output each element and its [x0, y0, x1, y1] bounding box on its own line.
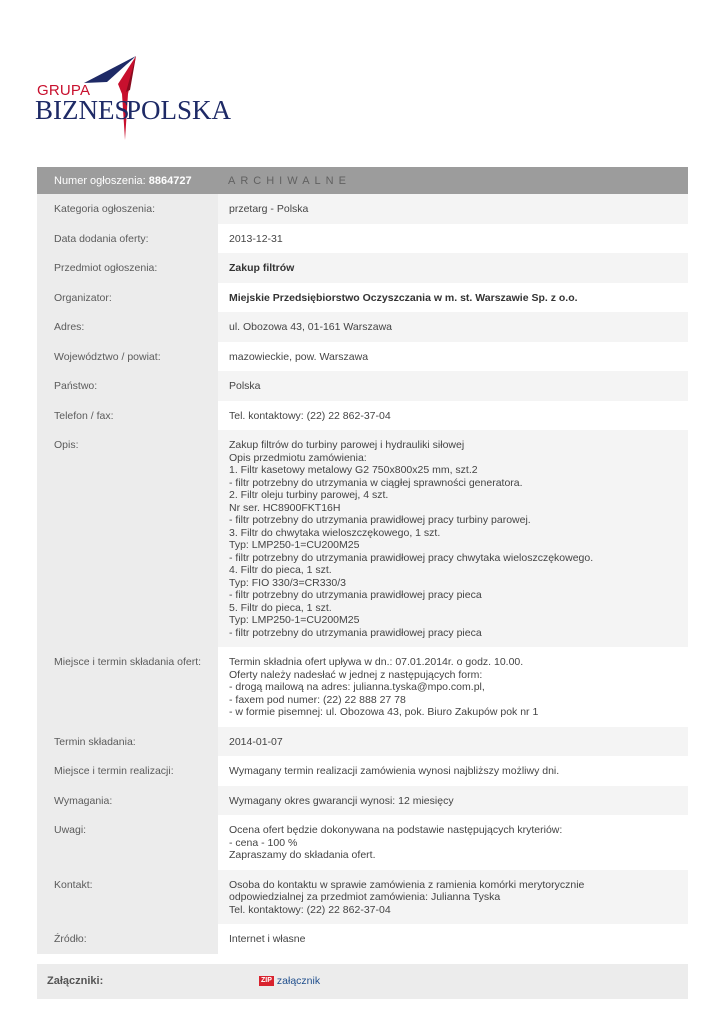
row-label: Województwo / powiat: — [37, 342, 218, 372]
detail-rows — [37, 194, 688, 954]
detail-row — [37, 870, 688, 925]
row-value-line: Oferty należy nadesłać w jednej z następujących form: — [229, 668, 483, 681]
detail-row — [37, 371, 688, 401]
row-label: Źródło: — [37, 924, 218, 954]
logo-grupa: GRUPA — [37, 82, 91, 99]
row-value-line: 5. Filtr do pieca, 1 szt. — [229, 601, 332, 614]
row-value-line: 2. Filtr oleju turbiny parowej, 4 szt. — [229, 489, 389, 501]
row-value-line: Zapraszamy do składania ofert. — [229, 849, 376, 861]
row-value-line: 1. Filtr kasetowy metalowy G2 750x800x25 mm, szt.2 — [229, 464, 478, 476]
row-label: Opis: — [37, 430, 218, 647]
row-value-line: - filtr potrzebny do utrzymania prawidłowej pracy pieca — [229, 626, 482, 639]
row-value-line: Typ: FIO 330/3=CR330/3 — [229, 576, 347, 589]
row-label: Organizator: — [37, 283, 218, 313]
detail-row — [37, 253, 688, 283]
attachment-link[interactable]: załącznik — [276, 975, 321, 987]
attachments-label: Załączniki: — [47, 975, 104, 987]
row-value-line: - faxem pod numer: (22) 22 888 27 78 — [229, 693, 406, 706]
detail-row — [37, 283, 688, 313]
announcement-number — [37, 175, 218, 187]
row-label: Data dodania oferty: — [37, 224, 218, 254]
row-value-line: Termin składnia ofert upływa w dn.: 07.01.2014r. o godz. 10.00. — [229, 656, 524, 668]
announcement-sheet — [37, 167, 688, 999]
detail-row — [37, 224, 688, 254]
row-label: Wymagania: — [37, 786, 218, 816]
row-label: Termin składania: — [37, 727, 218, 757]
row-value: Wymagany okres gwarancji wynosi: 12 miesięcy — [218, 786, 688, 816]
row-value-strong: Miejskie Przedsiębiorstwo Oczyszczania w m. st. Warszawie Sp. z o.o. — [229, 291, 578, 304]
row-label: Uwagi: — [37, 815, 218, 870]
row-value-strong: Zakup filtrów — [229, 262, 295, 274]
row-value-line: Typ: LMP250-1=CU200M25 — [229, 614, 360, 626]
status-badge: ARCHIWALNE — [228, 174, 351, 187]
detail-row — [37, 401, 688, 431]
row-value-line: Nr ser. HC8900FKT16H — [229, 501, 341, 514]
row-value-line: - filtr potrzebny do utrzymania w ciągłej sprawności generatora. — [229, 476, 523, 489]
row-value: Internet i własne — [229, 933, 306, 945]
detail-row — [37, 312, 688, 342]
row-value — [218, 283, 688, 313]
detail-row — [37, 727, 688, 757]
row-value — [218, 647, 688, 727]
detail-row — [37, 194, 688, 224]
row-value-line: - filtr potrzebny do utrzymania prawidłowej pracy chwytaka wieloszczękowego. — [229, 551, 594, 564]
row-value-line: Typ: LMP250-1=CU200M25 — [229, 539, 360, 551]
attachment — [211, 975, 320, 987]
row-value — [218, 870, 688, 925]
row-label: Miejsce i termin składania ofert: — [37, 647, 218, 727]
row-label: Miejsce i termin realizacji: — [37, 756, 218, 786]
row-value: 2013-12-31 — [229, 232, 283, 245]
row-value: ul. Obozowa 43, 01-161 Warszawa — [218, 312, 688, 342]
detail-row — [37, 647, 688, 727]
row-value — [218, 253, 688, 283]
row-value: przetarg - Polska — [218, 194, 688, 224]
detail-row — [37, 924, 688, 954]
row-value-line: Zakup filtrów do turbiny parowej i hydrauliki siłowej — [229, 439, 465, 451]
row-value-line: - filtr potrzebny do utrzymania prawidłowej pracy pieca — [229, 589, 482, 601]
row-value-line: - cena - 100 % — [229, 836, 298, 849]
row-value-line: - drogą mailową na adres: julianna.tyska@mpo.com.pl, — [229, 681, 485, 693]
row-value — [218, 430, 688, 647]
row-value-line: 4. Filtr do pieca, 1 szt. — [229, 564, 332, 576]
row-value-line: 3. Filtr do chwytaka wieloszczękowego, 1 szt. — [229, 526, 441, 539]
row-value: mazowieckie, pow. Warszawa — [229, 350, 369, 363]
row-value — [218, 815, 688, 870]
row-value: 2014-01-07 — [218, 727, 688, 757]
detail-row — [37, 342, 688, 372]
row-label: Adres: — [37, 312, 218, 342]
logo-biznes: BIZNES — [35, 95, 130, 125]
detail-row — [37, 786, 688, 816]
row-value: Wymagany termin realizacji zamówienia wynosi najbliższy możliwy dni. — [229, 765, 560, 777]
row-value-line: - w formie pisemnej: ul. Obozowa 43, pok. Biuro Zakupów pok nr 1 — [229, 706, 539, 718]
row-value: Tel. kontaktowy: (22) 22 862-37-04 — [229, 409, 391, 422]
detail-row — [37, 815, 688, 870]
detail-row — [37, 430, 688, 647]
detail-row — [37, 756, 688, 786]
row-value: Polska — [218, 371, 688, 401]
row-value-line: odpowiedzialnej za przedmiot zamówienia: Julianna Tyska — [229, 891, 501, 903]
row-label: Przedmiot ogłoszenia: — [37, 253, 218, 283]
row-value-line: Ocena ofert będzie dokonywana na podstawie następujących kryteriów: — [229, 824, 563, 836]
row-label: Kategoria ogłoszenia: — [37, 194, 218, 224]
row-value-line: Osoba do kontaktu w sprawie zamówienia z ramienia komórki merytorycznie — [229, 878, 585, 891]
attachments-row — [37, 964, 688, 999]
zip-icon: ZIP — [261, 977, 272, 984]
announcement-header — [37, 167, 688, 194]
number-label: Numer ogłoszenia: — [54, 174, 146, 187]
row-value-line: Tel. kontaktowy: (22) 22 862-37-04 — [229, 903, 391, 916]
logo-polska: POLSKA — [126, 95, 232, 125]
row-label: Kontakt: — [37, 870, 218, 925]
row-value-line: - filtr potrzebny do utrzymania prawidłowej pracy turbiny parowej. — [229, 514, 531, 526]
number-value: 8864727 — [148, 174, 192, 187]
row-value-line: Opis przedmiotu zamówienia: — [229, 451, 367, 464]
logo — [32, 50, 232, 145]
row-label: Telefon / fax: — [37, 401, 218, 431]
row-label: Państwo: — [37, 371, 218, 401]
